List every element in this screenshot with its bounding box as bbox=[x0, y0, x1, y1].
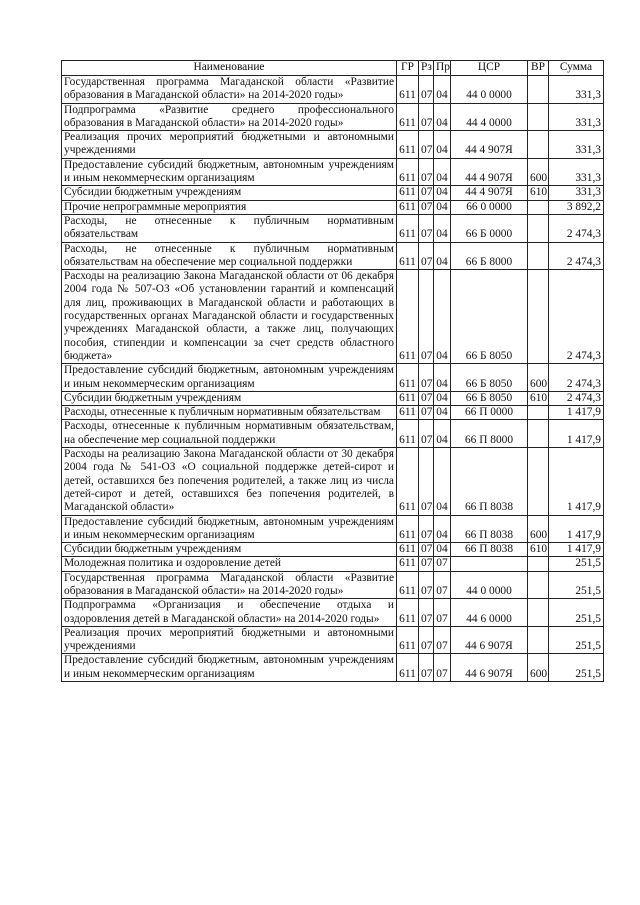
row-name-text: Реализация прочих мероприятий бюджетными и автономными учреждениями bbox=[64, 131, 394, 157]
row-vr bbox=[528, 557, 549, 571]
row-name bbox=[62, 654, 397, 682]
row-name bbox=[62, 571, 397, 599]
row-sum: 331,3 bbox=[549, 103, 604, 131]
row-vr bbox=[528, 270, 549, 364]
row-gr: 611 bbox=[397, 158, 419, 186]
row-rz: 07 bbox=[419, 515, 434, 543]
row-name-text: Субсидии бюджетным учреждениям bbox=[64, 543, 242, 556]
row-name bbox=[62, 448, 397, 515]
row-gr: 611 bbox=[397, 557, 419, 571]
table-row bbox=[62, 406, 604, 420]
row-sum: 3 892,2 bbox=[549, 200, 604, 214]
row-name-text: Расходы, не отнесенные к публичным нормативным обязательствам на обеспечение мер социальной поддержки bbox=[64, 242, 394, 268]
row-gr: 611 bbox=[397, 626, 419, 654]
row-gr: 611 bbox=[397, 515, 419, 543]
row-rz: 07 bbox=[419, 158, 434, 186]
row-name-text: Расходы на реализацию Закона Магаданской области от 06 декабря 2004 года № 507-ОЗ «Об установлении гарантий и компенсаций для лиц, проживающих в Магаданской области и работающих в государственных органах Магаданской области и государственных учреждениях Магаданской области, а также лиц, получающих пособия, стипендии и компенсации за счет средств областного бюджета» bbox=[64, 270, 394, 362]
row-name-text: Расходы, не отнесенные к публичным нормативным обязательствам bbox=[64, 214, 394, 241]
row-gr: 611 bbox=[397, 364, 419, 392]
row-sum: 331,3 bbox=[549, 158, 604, 186]
row-rz: 07 bbox=[419, 103, 434, 131]
row-rz: 07 bbox=[419, 242, 434, 270]
row-vr: 600 bbox=[528, 158, 549, 186]
row-sum: 1 417,9 bbox=[549, 448, 604, 515]
table-row bbox=[62, 448, 604, 515]
row-sum: 331,3 bbox=[549, 186, 604, 200]
row-pr: 04 bbox=[434, 270, 451, 364]
row-vr bbox=[528, 599, 549, 627]
row-name bbox=[62, 76, 397, 104]
row-rz: 07 bbox=[419, 420, 434, 448]
row-name bbox=[62, 131, 397, 159]
row-sum: 2 474,3 bbox=[549, 364, 604, 392]
row-gr: 611 bbox=[397, 391, 419, 405]
row-sum: 251,5 bbox=[549, 599, 604, 627]
row-pr: 07 bbox=[434, 571, 451, 599]
row-csr: 44 4 907Я bbox=[451, 131, 528, 159]
row-sum: 1 417,9 bbox=[549, 406, 604, 420]
row-vr: 600 bbox=[528, 515, 549, 543]
row-rz: 07 bbox=[419, 599, 434, 627]
row-name bbox=[62, 364, 397, 392]
row-vr: 600 bbox=[528, 654, 549, 682]
row-pr: 04 bbox=[434, 406, 451, 420]
row-sum: 251,5 bbox=[549, 571, 604, 599]
row-gr: 611 bbox=[397, 448, 419, 515]
row-sum: 331,3 bbox=[549, 76, 604, 104]
row-rz: 07 bbox=[419, 391, 434, 405]
row-name bbox=[62, 391, 397, 405]
row-gr: 611 bbox=[397, 214, 419, 242]
row-csr: 44 4 0000 bbox=[451, 103, 528, 131]
table-row bbox=[62, 103, 604, 131]
row-rz: 07 bbox=[419, 270, 434, 364]
table-row bbox=[62, 654, 604, 682]
row-gr: 611 bbox=[397, 131, 419, 159]
row-vr bbox=[528, 242, 549, 270]
row-name-text: Государственная программа Магаданской области «Развитие образования в Магаданской области» на 2014-2020 годы» bbox=[64, 571, 394, 597]
row-rz: 07 bbox=[419, 571, 434, 599]
document-page bbox=[61, 60, 603, 682]
row-gr: 611 bbox=[397, 270, 419, 364]
row-csr: 66 0 0000 bbox=[451, 200, 528, 214]
row-name bbox=[62, 200, 397, 214]
row-name bbox=[62, 270, 397, 364]
row-name-text: Государственная программа Магаданской области «Развитие образования в Магаданской области» на 2014-2020 годы» bbox=[64, 76, 394, 102]
table-row bbox=[62, 131, 604, 159]
row-name bbox=[62, 543, 397, 557]
row-pr: 04 bbox=[434, 131, 451, 159]
header-row bbox=[62, 61, 604, 76]
row-name bbox=[62, 626, 397, 654]
table-row bbox=[62, 599, 604, 627]
table-row bbox=[62, 186, 604, 200]
row-vr bbox=[528, 571, 549, 599]
row-gr: 611 bbox=[397, 654, 419, 682]
row-csr: 44 4 907Я bbox=[451, 158, 528, 186]
header-sum: Сумма bbox=[549, 61, 604, 76]
row-pr: 04 bbox=[434, 186, 451, 200]
row-name bbox=[62, 242, 397, 270]
table-body bbox=[62, 76, 604, 682]
header-csr: ЦСР bbox=[451, 61, 528, 76]
row-sum: 251,5 bbox=[549, 557, 604, 571]
row-gr: 611 bbox=[397, 571, 419, 599]
row-gr: 611 bbox=[397, 406, 419, 420]
row-csr: 66 Б 8050 bbox=[451, 364, 528, 392]
header-gr: ГР bbox=[397, 61, 419, 76]
row-pr: 04 bbox=[434, 420, 451, 448]
row-csr: 44 0 0000 bbox=[451, 571, 528, 599]
table-row bbox=[62, 543, 604, 557]
row-csr: 66 П 8038 bbox=[451, 543, 528, 557]
row-sum: 2 474,3 bbox=[549, 391, 604, 405]
header-vr: ВР bbox=[528, 61, 549, 76]
row-vr bbox=[528, 406, 549, 420]
row-rz: 07 bbox=[419, 626, 434, 654]
row-vr bbox=[528, 420, 549, 448]
row-gr: 611 bbox=[397, 242, 419, 270]
row-sum: 331,3 bbox=[549, 131, 604, 159]
row-sum: 2 474,3 bbox=[549, 270, 604, 364]
row-pr: 04 bbox=[434, 391, 451, 405]
row-name-text: Прочие непрограммные мероприятия bbox=[64, 200, 247, 213]
row-csr bbox=[451, 557, 528, 571]
row-rz: 07 bbox=[419, 186, 434, 200]
table-row bbox=[62, 214, 604, 242]
row-vr bbox=[528, 131, 549, 159]
budget-table bbox=[61, 60, 604, 682]
row-sum: 2 474,3 bbox=[549, 214, 604, 242]
row-name bbox=[62, 186, 397, 200]
row-pr: 04 bbox=[434, 448, 451, 515]
row-vr bbox=[528, 448, 549, 515]
row-pr: 07 bbox=[434, 599, 451, 627]
row-csr: 66 Б 8000 bbox=[451, 242, 528, 270]
row-gr: 611 bbox=[397, 76, 419, 104]
row-rz: 07 bbox=[419, 200, 434, 214]
row-pr: 07 bbox=[434, 654, 451, 682]
row-rz: 07 bbox=[419, 406, 434, 420]
table-row bbox=[62, 515, 604, 543]
table-row bbox=[62, 242, 604, 270]
row-name-text: Субсидии бюджетным учреждениям bbox=[64, 391, 242, 404]
row-pr: 04 bbox=[434, 364, 451, 392]
row-rz: 07 bbox=[419, 654, 434, 682]
row-name-text: Реализация прочих мероприятий бюджетными и автономными учреждениями bbox=[64, 626, 394, 653]
row-name bbox=[62, 158, 397, 186]
row-name bbox=[62, 420, 397, 448]
row-pr: 04 bbox=[434, 515, 451, 543]
row-name bbox=[62, 103, 397, 131]
row-name bbox=[62, 214, 397, 242]
table-row bbox=[62, 391, 604, 405]
row-name-text: Расходы на реализацию Закона Магаданской области от 30 декабря 2004 года № 541-ОЗ «О социальной поддержке детей-сирот и детей, оставшихся без попечения родителей, а также лиц из числа детей-сирот и детей, оставшихся без попечения родителей, в Магаданской области» bbox=[64, 448, 394, 514]
row-gr: 611 bbox=[397, 200, 419, 214]
row-name bbox=[62, 406, 397, 420]
row-name-text: Расходы, отнесенные к публичным нормативным обязательствам bbox=[64, 406, 381, 419]
row-csr: 66 П 8038 bbox=[451, 515, 528, 543]
row-sum: 1 417,9 bbox=[549, 420, 604, 448]
row-name-text: Расходы, отнесенные к публичным нормативным обязательствам, на обеспечение мер социальной поддержки bbox=[64, 420, 394, 446]
table-row bbox=[62, 200, 604, 214]
row-sum: 251,5 bbox=[549, 626, 604, 654]
row-name-text: Молодежная политика и оздоровление детей bbox=[64, 557, 282, 570]
row-vr bbox=[528, 626, 549, 654]
row-name bbox=[62, 599, 397, 627]
header-pr: Пр bbox=[434, 61, 451, 76]
row-csr: 44 0 0000 bbox=[451, 76, 528, 104]
row-pr: 07 bbox=[434, 626, 451, 654]
row-csr: 44 6 907Я bbox=[451, 654, 528, 682]
row-name-text: Предоставление субсидий бюджетным, автономным учреждениям и иным некоммерческим организациям bbox=[64, 515, 394, 541]
row-sum: 2 474,3 bbox=[549, 242, 604, 270]
row-rz: 07 bbox=[419, 543, 434, 557]
row-gr: 611 bbox=[397, 599, 419, 627]
header-rz: Рз bbox=[419, 61, 434, 76]
table-row bbox=[62, 364, 604, 392]
row-pr: 04 bbox=[434, 158, 451, 186]
table-row bbox=[62, 557, 604, 571]
row-rz: 07 bbox=[419, 76, 434, 104]
header-name: Наименование bbox=[62, 61, 397, 76]
table-row bbox=[62, 626, 604, 654]
row-sum: 1 417,9 bbox=[549, 543, 604, 557]
row-pr: 04 bbox=[434, 200, 451, 214]
row-gr: 611 bbox=[397, 420, 419, 448]
row-name-text: Подпрограмма «Развитие среднего профессионального образования в Магаданской области» на 2014-2020 годы» bbox=[64, 103, 394, 129]
table-header bbox=[62, 61, 604, 76]
row-csr: 66 Б 0000 bbox=[451, 214, 528, 242]
row-vr: 610 bbox=[528, 186, 549, 200]
row-gr: 611 bbox=[397, 543, 419, 557]
row-vr bbox=[528, 200, 549, 214]
row-csr: 44 4 907Я bbox=[451, 186, 528, 200]
table-row bbox=[62, 158, 604, 186]
row-rz: 07 bbox=[419, 214, 434, 242]
row-gr: 611 bbox=[397, 103, 419, 131]
row-pr: 04 bbox=[434, 242, 451, 270]
row-name-text: Предоставление субсидий бюджетным, автономным учреждениям и иным некоммерческим организациям bbox=[64, 158, 394, 185]
row-pr: 07 bbox=[434, 557, 451, 571]
row-csr: 66 П 8000 bbox=[451, 420, 528, 448]
table-row bbox=[62, 270, 604, 364]
row-rz: 07 bbox=[419, 448, 434, 515]
row-pr: 04 bbox=[434, 103, 451, 131]
row-vr: 600 bbox=[528, 364, 549, 392]
row-vr: 610 bbox=[528, 543, 549, 557]
row-gr: 611 bbox=[397, 186, 419, 200]
row-csr: 66 П 0000 bbox=[451, 406, 528, 420]
row-name bbox=[62, 515, 397, 543]
row-csr: 66 П 8038 bbox=[451, 448, 528, 515]
row-csr: 44 6 0000 bbox=[451, 599, 528, 627]
row-name-text: Предоставление субсидий бюджетным, автономным учреждениям и иным некоммерческим организациям bbox=[64, 364, 394, 390]
table-row bbox=[62, 420, 604, 448]
row-vr bbox=[528, 76, 549, 104]
row-name-text: Субсидии бюджетным учреждениям bbox=[64, 186, 242, 199]
row-pr: 04 bbox=[434, 76, 451, 104]
row-vr bbox=[528, 214, 549, 242]
row-name-text: Подпрограмма «Организация и обеспечение отдыха и оздоровления детей в Магаданской области» на 2014-2020 годы» bbox=[64, 599, 394, 625]
row-csr: 44 6 907Я bbox=[451, 626, 528, 654]
row-vr: 610 bbox=[528, 391, 549, 405]
row-csr: 66 Б 8050 bbox=[451, 270, 528, 364]
row-sum: 1 417,9 bbox=[549, 515, 604, 543]
row-pr: 04 bbox=[434, 214, 451, 242]
row-name-text: Предоставление субсидий бюджетным, автономным учреждениям и иным некоммерческим организациям bbox=[64, 654, 394, 680]
table-row bbox=[62, 76, 604, 104]
table-row bbox=[62, 571, 604, 599]
row-rz: 07 bbox=[419, 131, 434, 159]
row-sum: 251,5 bbox=[549, 654, 604, 682]
row-name bbox=[62, 557, 397, 571]
row-csr: 66 Б 8050 bbox=[451, 391, 528, 405]
row-vr bbox=[528, 103, 549, 131]
row-rz: 07 bbox=[419, 364, 434, 392]
row-rz: 07 bbox=[419, 557, 434, 571]
row-pr: 04 bbox=[434, 543, 451, 557]
